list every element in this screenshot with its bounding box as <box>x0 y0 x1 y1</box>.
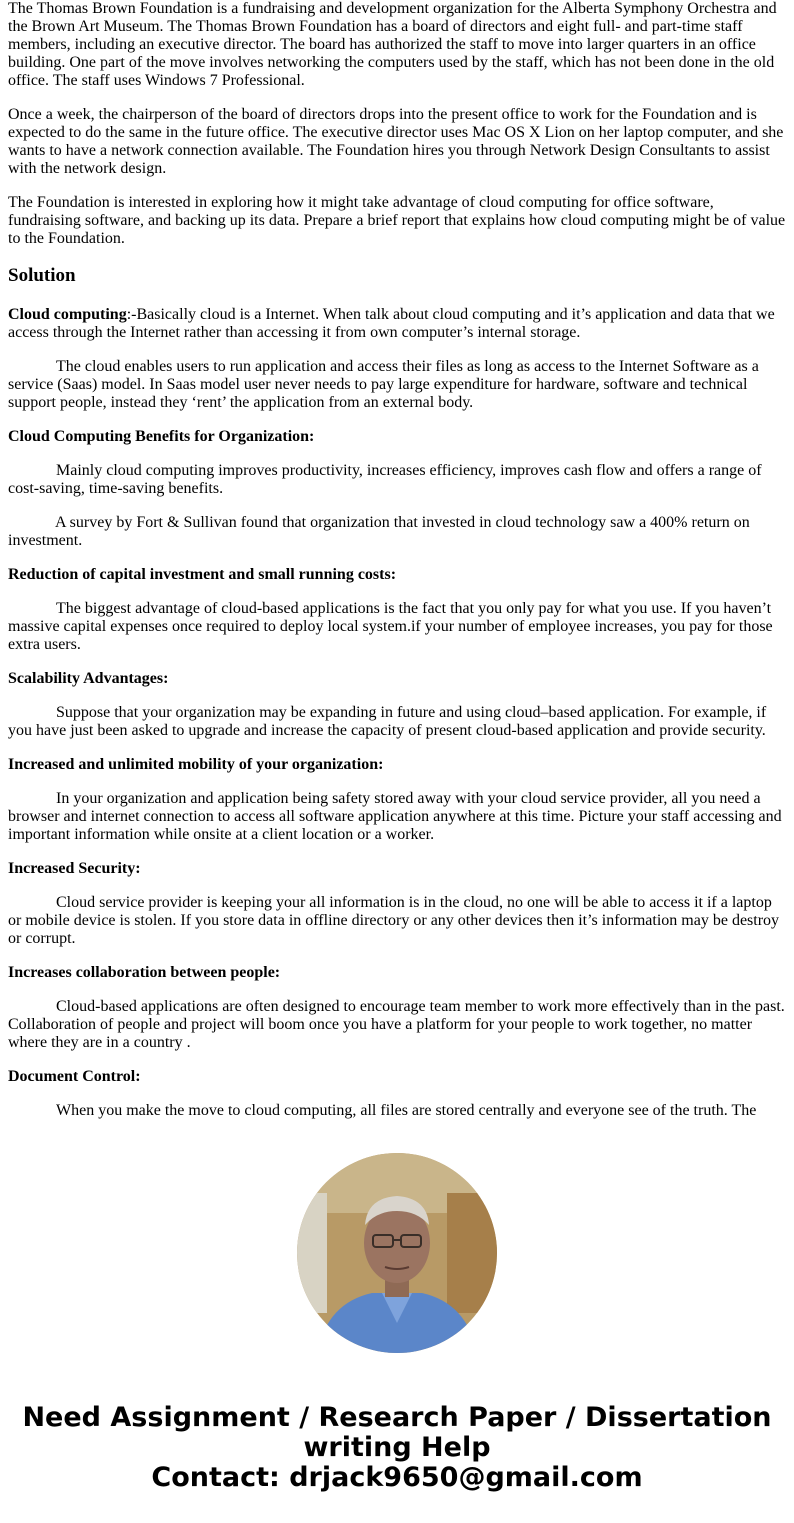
security-paragraph: Cloud service provider is keeping your all information is in the cloud, no one will be able to access it if a laptop or mobile device is stolen. If you store data in offline directory or any other devices then it’s information may be destroy or corrupt. <box>8 894 780 947</box>
benefits-paragraph-2: A survey by Fort & Sullivan found that organization that invested in cloud technology saw a 400% return on investment. <box>8 514 750 549</box>
banner-contact-line: Contact: drjack9650@gmail.com <box>151 1462 643 1493</box>
banner-line-2: writing Help <box>303 1432 491 1463</box>
banner-line-1: Need Assignment / Research Paper / Dissertation <box>22 1402 772 1433</box>
capital-heading: Reduction of capital investment and small running costs: <box>8 566 397 583</box>
cloud-definition-text: :-Basically cloud is a Internet. When talk about cloud computing and it’s application and data that we access through the Internet rather than accessing it from own computer’s internal storage. <box>8 306 775 341</box>
mobility-paragraph: In your organization and application being safety stored away with your cloud service provider, all you need a browser and internet connection to access all software application anywhere at this time. Picture your staff accessing and important information while onsite at a client location or a worker. <box>8 790 782 843</box>
benefits-paragraph-1: Mainly cloud computing improves productivity, increases efficiency, improves cash flow and offers a range of cost-saving, time-saving benefits. <box>8 462 762 497</box>
document-control-heading: Document Control: <box>8 1068 141 1085</box>
scalability-heading: Scalability Advantages: <box>8 670 169 687</box>
saas-paragraph: The cloud enables users to run application and access their files as long as access to the Internet Software as a service (Saas) model. In Saas model user never needs to pay large expenditure for hardware, software and technical support people, instead they ‘rent’ the application from an external body. <box>8 358 759 411</box>
cloud-computing-term: Cloud computing <box>8 306 127 323</box>
intro-paragraph-3: The Foundation is interested in exploring how it might take advantage of cloud computing for office software, fundraising software, and backing up its data. Prepare a brief report that explains how cloud computing might be of value to the Foundation. <box>8 194 786 247</box>
mobility-heading: Increased and unlimited mobility of your organization: <box>8 756 384 773</box>
avatar <box>297 1153 497 1353</box>
intro-paragraph-2: Once a week, the chairperson of the board of directors drops into the present office to work for the Foundation and is expected to do the same in the future office. The executive director uses Mac OS X Lion on her laptop computer, and she wants to have a network connection available. The Foundation hires you through Network Design Consultants to assist with the network design. <box>8 106 784 177</box>
collaboration-paragraph: Cloud-based applications are often designed to encourage team member to work more effectively than in the past. Collaboration of people and project will boom once you have a platform for your people to work together, no matter where they are in a country . <box>8 998 785 1051</box>
benefits-heading: Cloud Computing Benefits for Organization: <box>8 428 315 445</box>
avatar-photo-icon <box>297 1153 497 1353</box>
document-control-paragraph: When you make the move to cloud computing, all files are stored centrally and everyone see of the truth. The <box>56 1102 757 1119</box>
document-body <box>8 0 786 1124</box>
collaboration-heading: Increases collaboration between people: <box>8 964 281 981</box>
intro-paragraph-1: The Thomas Brown Foundation is a fundraising and development organization for the Alberta Symphony Orchestra and the Brown Art Museum. The Thomas Brown Foundation has a board of directors and eight full- and part-time staff members, including an executive director. The board has authorized the staff to move into larger quarters in an office building. One part of the move involves networking the computers used by the staff, which has not been done in the old office. The staff uses Windows 7 Professional. <box>8 0 777 89</box>
security-heading: Increased Security: <box>8 860 141 877</box>
cloud-definition-paragraph <box>8 306 786 342</box>
help-banner <box>0 1403 794 1493</box>
solution-heading: Solution <box>8 265 76 286</box>
scalability-paragraph: Suppose that your organization may be expanding in future and using cloud–based application. For example, if you have just been asked to upgrade and increase the capacity of present cloud-based application and provide security. <box>8 704 767 739</box>
capital-paragraph: The biggest advantage of cloud-based applications is the fact that you only pay for what you use. If you haven’t massive capital expenses once required to deploy local system.if your number of employee increases, you pay for those extra users. <box>8 600 773 653</box>
